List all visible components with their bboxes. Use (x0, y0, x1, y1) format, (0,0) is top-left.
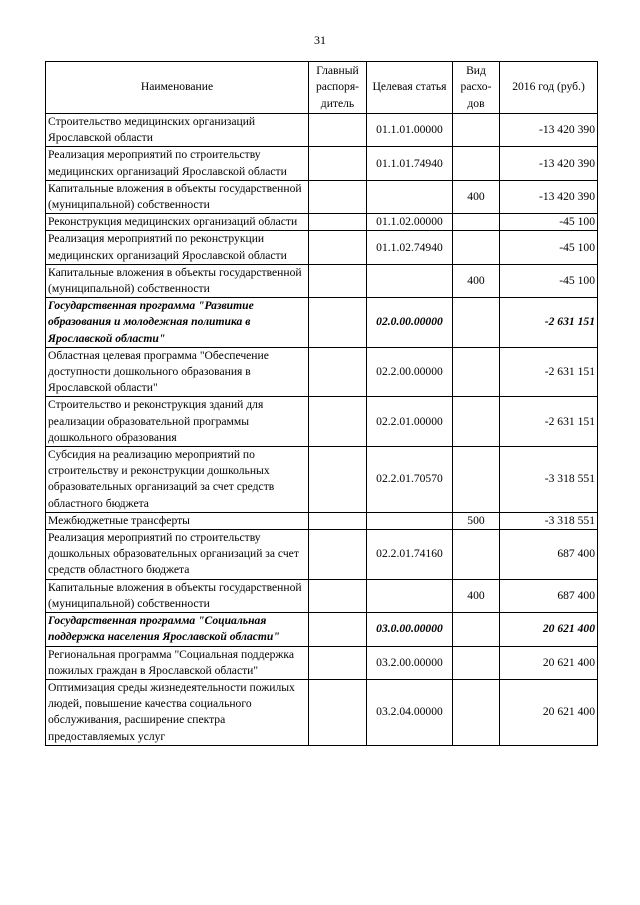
row-expense-type (453, 298, 500, 348)
row-expense-type: 400 (453, 180, 500, 213)
row-target-article: 02.2.01.70570 (367, 447, 453, 513)
row-name: Государственная программа "Развитие образования и молодежная политика в Ярославской области" (46, 298, 309, 348)
row-name: Государственная программа "Социальная поддержка населения Ярославской области" (46, 613, 309, 646)
table-row (46, 214, 598, 231)
row-main-manager (309, 231, 367, 264)
row-expense-type (453, 147, 500, 180)
table-row (46, 613, 598, 646)
row-amount: 20 621 400 (500, 679, 598, 745)
row-amount: 20 621 400 (500, 613, 598, 646)
table-row (46, 530, 598, 580)
row-amount: -45 100 (500, 264, 598, 297)
row-name: Реализация мероприятий по строительству медицинских организаций Ярославской области (46, 147, 309, 180)
row-name: Межбюджетные трансферты (46, 512, 309, 529)
row-target-article: 02.0.00.00000 (367, 298, 453, 348)
page-number: 31 (314, 33, 326, 47)
budget-table (45, 61, 598, 746)
row-amount: -45 100 (500, 231, 598, 264)
row-main-manager (309, 180, 367, 213)
row-amount: -13 420 390 (500, 180, 598, 213)
header-main-manager: Главный распоря-дитель (309, 62, 367, 114)
row-main-manager (309, 613, 367, 646)
row-main-manager (309, 512, 367, 529)
row-target-article: 02.2.01.74160 (367, 530, 453, 580)
row-name: Капитальные вложения в объекты государственной (муниципальной) собственности (46, 180, 309, 213)
table-row (46, 298, 598, 348)
header-amount-2016: 2016 год (руб.) (500, 62, 598, 114)
table-row (46, 231, 598, 264)
row-target-article: 03.0.00.00000 (367, 613, 453, 646)
row-name: Строительство и реконструкция зданий для реализации образовательной программы дошкольного образования (46, 397, 309, 447)
row-expense-type (453, 214, 500, 231)
row-amount: -2 631 151 (500, 298, 598, 348)
row-target-article: 01.1.02.74940 (367, 231, 453, 264)
row-amount: -13 420 390 (500, 147, 598, 180)
table-row (46, 114, 598, 147)
row-expense-type (453, 530, 500, 580)
row-amount: -3 318 551 (500, 512, 598, 529)
row-main-manager (309, 447, 367, 513)
row-target-article: 01.1.02.00000 (367, 214, 453, 231)
table-row (46, 447, 598, 513)
row-main-manager (309, 147, 367, 180)
row-name: Реконструкция медицинских организаций области (46, 214, 309, 231)
table-row (46, 264, 598, 297)
row-main-manager (309, 579, 367, 612)
row-expense-type: 400 (453, 264, 500, 297)
row-name: Строительство медицинских организаций Ярославской области (46, 114, 309, 147)
row-expense-type (453, 447, 500, 513)
row-main-manager (309, 347, 367, 397)
table-row (46, 646, 598, 679)
row-main-manager (309, 214, 367, 231)
table-row (46, 180, 598, 213)
row-expense-type (453, 613, 500, 646)
row-main-manager (309, 397, 367, 447)
row-amount: 687 400 (500, 530, 598, 580)
row-target-article: 03.2.00.00000 (367, 646, 453, 679)
row-amount: -45 100 (500, 214, 598, 231)
row-main-manager (309, 530, 367, 580)
row-target-article: 01.1.01.00000 (367, 114, 453, 147)
row-target-article: 03.2.04.00000 (367, 679, 453, 745)
table-row (46, 397, 598, 447)
header-expense-type: Вид расхо-дов (453, 62, 500, 114)
table-row (46, 347, 598, 397)
row-target-article: 02.2.01.00000 (367, 397, 453, 447)
row-amount: -2 631 151 (500, 397, 598, 447)
row-name: Капитальные вложения в объекты государственной (муниципальной) собственности (46, 579, 309, 612)
row-target-article (367, 264, 453, 297)
row-name: Реализация мероприятий по реконструкции медицинских организаций Ярославской области (46, 231, 309, 264)
row-expense-type (453, 231, 500, 264)
row-main-manager (309, 114, 367, 147)
table-row (46, 147, 598, 180)
row-expense-type (453, 347, 500, 397)
row-main-manager (309, 646, 367, 679)
row-target-article: 01.1.01.74940 (367, 147, 453, 180)
row-amount: 20 621 400 (500, 646, 598, 679)
row-amount: -3 318 551 (500, 447, 598, 513)
row-expense-type: 500 (453, 512, 500, 529)
table-body (46, 114, 598, 746)
header-name: Наименование (46, 62, 309, 114)
table-row (46, 579, 598, 612)
row-target-article (367, 180, 453, 213)
row-name: Субсидия на реализацию мероприятий по строительству и реконструкции дошкольных образовательных организаций за счет средств областного бюджета (46, 447, 309, 513)
row-expense-type (453, 646, 500, 679)
row-main-manager (309, 298, 367, 348)
row-amount: 687 400 (500, 579, 598, 612)
row-target-article (367, 579, 453, 612)
row-amount: -2 631 151 (500, 347, 598, 397)
table-row (46, 512, 598, 529)
row-expense-type (453, 679, 500, 745)
row-expense-type (453, 114, 500, 147)
row-name: Региональная программа "Социальная поддержка пожилых граждан в Ярославской области" (46, 646, 309, 679)
row-name: Капитальные вложения в объекты государственной (муниципальной) собственности (46, 264, 309, 297)
row-expense-type: 400 (453, 579, 500, 612)
row-name: Оптимизация среды жизнедеятельности пожилых людей, повышение качества социального обслуживания, расширение спектра предоставляемых услуг (46, 679, 309, 745)
table-row (46, 679, 598, 745)
row-name: Реализация мероприятий по строительству дошкольных образовательных организаций за счет средств областного бюджета (46, 530, 309, 580)
row-main-manager (309, 679, 367, 745)
header-target-article: Целевая статья (367, 62, 453, 114)
row-name: Областная целевая программа "Обеспечение доступности дошкольного образования в Ярославской области" (46, 347, 309, 397)
row-expense-type (453, 397, 500, 447)
row-target-article: 02.2.00.00000 (367, 347, 453, 397)
row-target-article (367, 512, 453, 529)
row-amount: -13 420 390 (500, 114, 598, 147)
header-row (46, 62, 598, 114)
row-main-manager (309, 264, 367, 297)
